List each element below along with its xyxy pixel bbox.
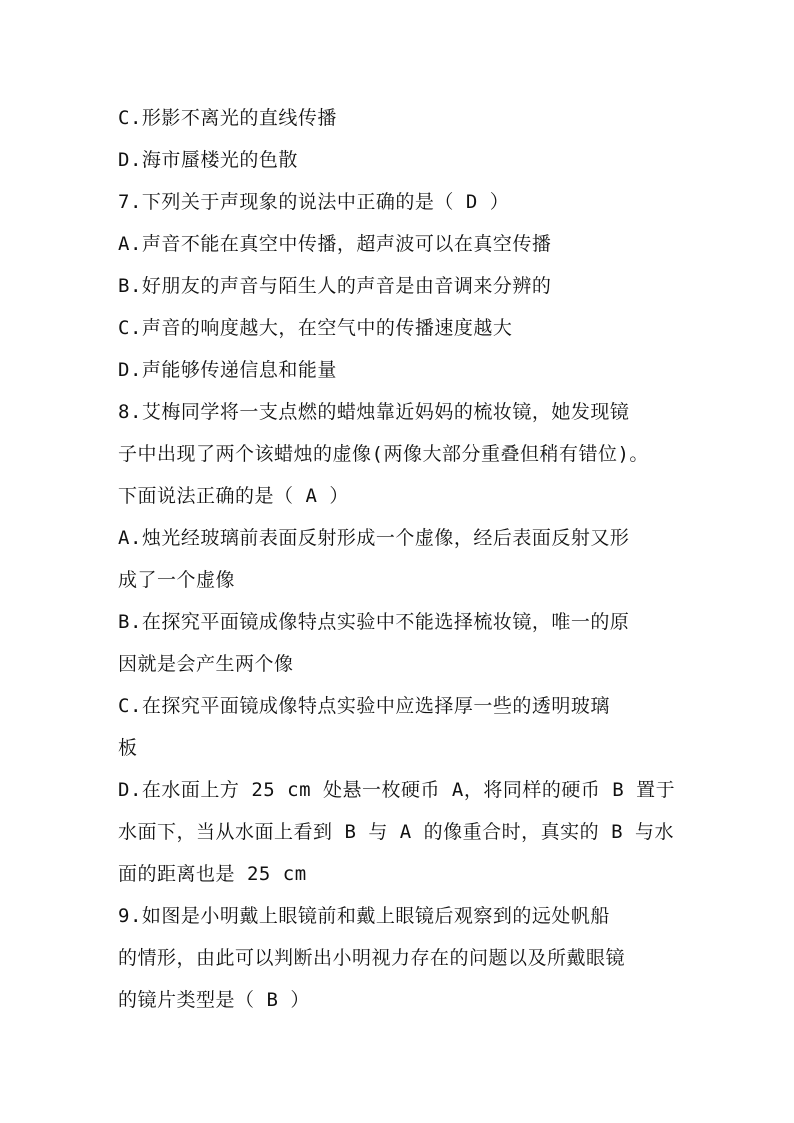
question-7: 7.下列关于声现象的说法中正确的是（ D ） <box>118 191 510 213</box>
question-9-line-1: 9.如图是小明戴上眼镜前和戴上眼镜后观察到的远处帆船 <box>118 905 610 927</box>
option-d-q8-line-3: 面的距离也是 25 cm <box>118 863 307 885</box>
question-8-line-3: 下面说法正确的是（ A ） <box>118 485 349 507</box>
option-c-q8-line-2: 板 <box>118 737 138 759</box>
question-8-line-1: 8.艾梅同学将一支点燃的蜡烛靠近妈妈的梳妆镜，她发现镜 <box>118 401 630 423</box>
question-9-line-3: 的镜片类型是（ B ） <box>118 989 310 1011</box>
option-a-q8-line-1: A.烛光经玻璃前表面反射形成一个虚像，经后表面反射又形 <box>118 527 630 549</box>
option-c-q8-line-1: C.在探究平面镜成像特点实验中应选择厚一些的透明玻璃 <box>118 695 610 717</box>
option-d-q8-line-1: D.在水面上方 25 cm 处悬一枚硬币 A，将同样的硬币 B 置于 <box>118 779 676 801</box>
option-b-q8-line-1: B.在探究平面镜成像特点实验中不能选择梳妆镜，唯一的原 <box>118 611 630 633</box>
option-a-q7: A.声音不能在真空中传播，超声波可以在真空传播 <box>118 233 552 255</box>
option-c-q6: C.形影不离光的直线传播 <box>118 107 337 129</box>
option-d-q6: D.海市蜃楼光的色散 <box>118 149 298 171</box>
question-9-line-2: 的情形，由此可以判断出小明视力存在的问题以及所戴眼镜 <box>118 947 626 969</box>
question-8-line-2: 子中出现了两个该蜡烛的虚像(两像大部分重叠但稍有错位)。 <box>118 443 649 465</box>
option-a-q8-line-2: 成了一个虚像 <box>118 569 236 591</box>
option-d-q7: D.声能够传递信息和能量 <box>118 359 337 381</box>
option-d-q8-line-2: 水面下，当从水面上看到 B 与 A 的像重合时，真实的 B 与水 <box>118 821 674 843</box>
option-b-q8-line-2: 因就是会产生两个像 <box>118 653 294 675</box>
option-c-q7: C.声音的响度越大，在空气中的传播速度越大 <box>118 317 513 339</box>
option-b-q7: B.好朋友的声音与陌生人的声音是由音调来分辨的 <box>118 275 552 297</box>
